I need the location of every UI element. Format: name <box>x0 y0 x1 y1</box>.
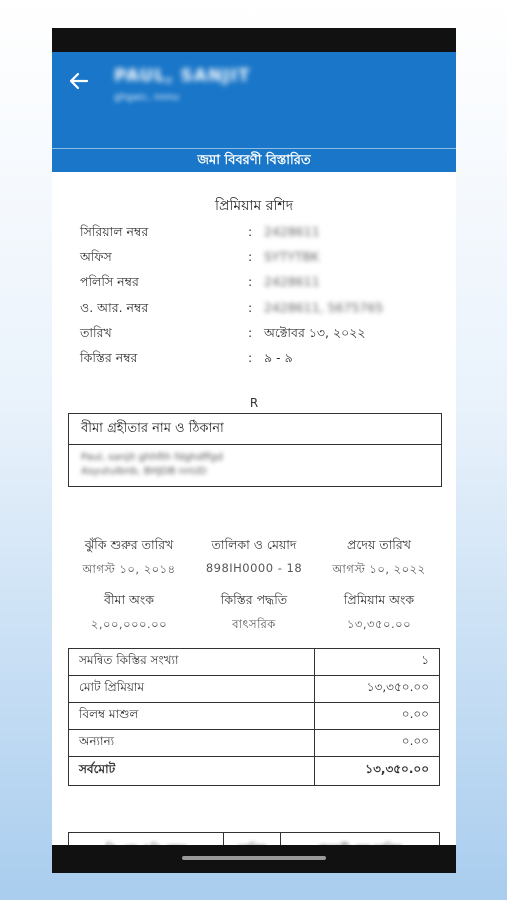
receipt-title: প্রিমিয়াম রশিদ <box>214 198 294 214</box>
address-box <box>68 413 442 487</box>
summary-table <box>68 648 440 786</box>
colon: : <box>248 274 253 289</box>
user-name: PAUL, SANJIT <box>114 66 251 86</box>
sum-assured-label: বীমা অংক <box>103 592 155 607</box>
office-value: SYTYTBK <box>264 249 320 264</box>
risk-start-cell <box>64 537 194 580</box>
mode-cell <box>189 592 319 635</box>
risk-start-label: ঝুঁকি শুরুর তারিখ <box>84 537 174 552</box>
or-number-value: 2428611, 5675765 <box>264 300 384 315</box>
r-mark: R <box>249 396 259 410</box>
row-value: ১৩,৩৫০.০০ <box>315 676 440 703</box>
installment-label: কিস্তির নম্বর <box>80 350 138 365</box>
policy-value: 2428611 <box>264 274 320 289</box>
sum-assured-cell <box>64 592 194 635</box>
colon: : <box>248 325 253 340</box>
table-row <box>69 730 440 757</box>
address-body <box>69 445 441 485</box>
system-nav-bar <box>52 845 456 873</box>
risk-start-value: আগস্ট ১০, ২০১৪ <box>82 562 176 576</box>
colon: : <box>248 224 253 239</box>
date-label: তারিখ <box>80 325 112 340</box>
row-value: ০.০০ <box>315 730 440 757</box>
total-row <box>69 757 440 786</box>
receipt-content[interactable] <box>52 172 456 845</box>
row-label: সমন্বিত কিস্তির সংখ্যা <box>69 649 315 676</box>
status-bar <box>52 28 456 52</box>
mode-label: কিস্তির পদ্ধতি <box>220 592 288 607</box>
table-term-cell <box>189 537 319 575</box>
total-value: ১৩,৩৫০.০০ <box>315 757 440 786</box>
row-value: ০.০০ <box>315 703 440 730</box>
due-date-label: প্রদেয় তারিখ <box>347 537 411 552</box>
policy-label: পলিসি নম্বর <box>80 274 139 289</box>
serial-value: 2428611 <box>264 224 320 239</box>
due-date-value: আগস্ট ১০, ২০২২ <box>332 562 426 576</box>
mode-value: বাৎসরিক <box>232 617 276 631</box>
row-label: বিলম্ব মাশুল <box>69 703 315 730</box>
table-term-value: 898IH0000 - 18 <box>205 561 303 575</box>
total-label: সর্বমোট <box>69 757 315 786</box>
sum-assured-value: ২,০০,০০০.০০ <box>90 617 168 631</box>
table-row <box>69 703 440 730</box>
address-line: Paul, sanjit ghhfth fdghdffgd <box>81 452 223 463</box>
date-value: অক্টোবর ১৩, ২০২২ <box>264 325 366 340</box>
colon: : <box>248 300 253 315</box>
table-row <box>69 649 440 676</box>
address-heading: বীমা গ্রহীতার নাম ও ঠিকানা <box>69 414 441 445</box>
or-number-label: ও. আর. নম্বর <box>80 300 149 315</box>
premium-label: প্রিমিয়াম অংক <box>343 592 415 607</box>
colon: : <box>248 350 253 365</box>
row-label: মোট প্রিমিয়াম <box>69 676 315 703</box>
installment-value: ৯ - ৯ <box>264 350 293 365</box>
premium-value: ১৩,৩৫০.০০ <box>346 617 412 631</box>
colon: : <box>248 249 253 264</box>
row-label: অন্যান্য <box>69 730 315 757</box>
page-title: জমা বিবরণী বিস্তারিত <box>52 148 456 173</box>
serial-label: সিরিয়াল নম্বর <box>80 224 149 239</box>
office-label: অফিস <box>80 249 112 264</box>
user-subtitle: ghgaic, nnnu <box>114 92 180 103</box>
row-value: ১ <box>315 649 440 676</box>
home-indicator[interactable] <box>182 856 326 860</box>
phone-frame <box>52 28 456 873</box>
table-term-label: তালিকা ও মেয়াদ <box>211 537 297 552</box>
back-arrow-icon[interactable] <box>68 70 90 92</box>
address-line: Asyutulbnb, BHJDB nnUD <box>81 466 207 477</box>
app-bar <box>52 52 456 172</box>
due-date-cell <box>314 537 444 580</box>
table-row <box>69 676 440 703</box>
premium-cell <box>314 592 444 635</box>
